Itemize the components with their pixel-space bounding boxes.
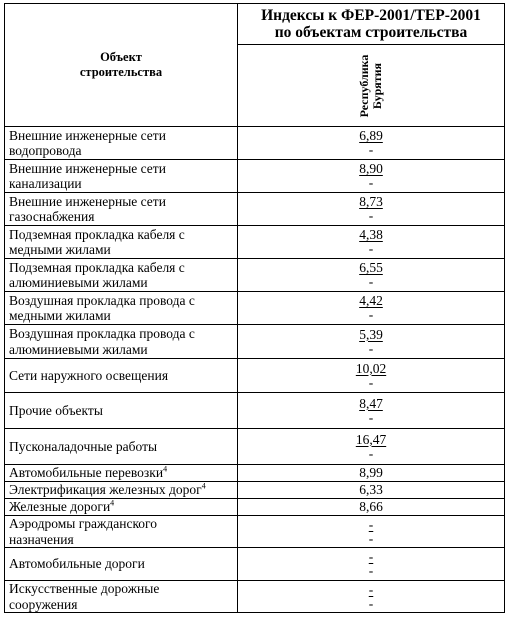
object-name-line2: назначения bbox=[9, 531, 74, 547]
index-value-secondary: - bbox=[368, 409, 374, 425]
object-name-text: Воздушная прокладка провода с bbox=[9, 326, 195, 341]
object-header bbox=[5, 4, 238, 127]
table-body bbox=[5, 127, 505, 613]
object-name-text: Электрификация железных дорог bbox=[9, 482, 202, 498]
index-value: - bbox=[368, 581, 374, 597]
region-line1: Республика bbox=[357, 54, 371, 117]
object-cell bbox=[5, 259, 238, 292]
object-name-text: Внешние инженерные сети bbox=[9, 193, 166, 209]
table-row bbox=[5, 482, 505, 499]
object-cell bbox=[5, 482, 238, 499]
table-row bbox=[5, 292, 505, 325]
indices-header bbox=[238, 4, 505, 45]
object-name-text: Внешние инженерные сети bbox=[9, 127, 166, 143]
object-cell bbox=[5, 325, 238, 359]
index-value: 16,47 bbox=[355, 431, 387, 447]
indices-header-line2: по объектам строительства bbox=[274, 24, 468, 41]
index-value-secondary: - bbox=[368, 530, 374, 546]
index-value-secondary: - bbox=[368, 340, 374, 356]
index-value-cell bbox=[238, 127, 505, 160]
index-value-cell bbox=[238, 499, 505, 516]
table-row bbox=[5, 429, 505, 465]
footnote-mark: 4 bbox=[201, 481, 206, 491]
index-value: 8,99 bbox=[359, 465, 383, 480]
object-name-text: Аэродромы гражданского bbox=[9, 516, 158, 531]
index-value-cell bbox=[238, 548, 505, 581]
footnote-mark: 4 bbox=[110, 498, 115, 508]
index-value-cell bbox=[238, 465, 505, 482]
index-value: 4,38 bbox=[359, 227, 383, 242]
index-value: 8,66 bbox=[359, 499, 383, 514]
index-value-cell bbox=[238, 516, 505, 548]
object-name-text: Воздушная прокладка провода с bbox=[9, 292, 195, 308]
index-value: - bbox=[368, 516, 374, 532]
index-value-secondary: - bbox=[368, 563, 374, 578]
object-cell bbox=[5, 581, 238, 613]
object-cell bbox=[5, 193, 238, 226]
index-value-cell bbox=[238, 193, 505, 226]
object-name-line1 bbox=[9, 326, 237, 342]
object-cell bbox=[5, 127, 238, 160]
object-name-text: Железные дороги bbox=[9, 499, 111, 515]
index-value-secondary: - bbox=[368, 274, 374, 289]
object-cell bbox=[5, 359, 238, 393]
index-value-secondary: - bbox=[368, 241, 374, 256]
table-row bbox=[5, 259, 505, 292]
index-value-secondary: - bbox=[368, 175, 374, 190]
index-value: 4,42 bbox=[359, 293, 383, 308]
object-name-text: Автомобильные дороги bbox=[9, 556, 145, 572]
object-name-line1 bbox=[9, 581, 237, 597]
object-name-line1 bbox=[9, 194, 237, 210]
table-row bbox=[5, 226, 505, 259]
object-cell bbox=[5, 499, 238, 516]
index-value-cell bbox=[238, 393, 505, 429]
table-row bbox=[5, 127, 505, 160]
object-name-line1 bbox=[9, 161, 237, 177]
index-value: 10,02 bbox=[355, 360, 387, 376]
table-row bbox=[5, 160, 505, 193]
object-name-line1 bbox=[9, 227, 237, 243]
table-row bbox=[5, 393, 505, 429]
object-cell bbox=[5, 160, 238, 193]
index-value-cell bbox=[238, 292, 505, 325]
table-row bbox=[5, 359, 505, 393]
object-header-line1: Объект bbox=[100, 50, 142, 64]
object-cell bbox=[5, 292, 238, 325]
index-value-cell bbox=[238, 226, 505, 259]
index-value-cell bbox=[238, 259, 505, 292]
header-row-title bbox=[5, 4, 505, 45]
object-name-line1 bbox=[9, 368, 237, 384]
index-value: 8,47 bbox=[359, 395, 383, 411]
region-line2: Бурятия bbox=[370, 62, 384, 109]
index-value-secondary: - bbox=[368, 445, 374, 461]
table-row bbox=[5, 581, 505, 613]
table-row bbox=[5, 548, 505, 581]
object-name-text: Прочие объекты bbox=[9, 402, 103, 418]
object-name-line1 bbox=[9, 482, 237, 498]
object-cell bbox=[5, 429, 238, 465]
object-name-text: Искусственные дорожные bbox=[9, 581, 160, 596]
footnote-mark: 4 bbox=[163, 464, 168, 474]
object-name-line1 bbox=[9, 293, 237, 309]
table-row bbox=[5, 465, 505, 482]
object-cell bbox=[5, 548, 238, 581]
object-name-line2: сооружения bbox=[9, 596, 78, 612]
indices-header-line1: Индексы к ФЕР-2001/ТЕР-2001 bbox=[261, 7, 481, 24]
index-value-cell bbox=[238, 160, 505, 193]
index-value-cell bbox=[238, 482, 505, 499]
index-value-cell bbox=[238, 325, 505, 359]
region-header-text bbox=[358, 54, 384, 117]
object-name-line1 bbox=[9, 465, 237, 481]
object-name-line2: канализации bbox=[9, 176, 82, 191]
index-value: - bbox=[368, 549, 374, 564]
object-header-line2: строительства bbox=[79, 65, 163, 79]
index-table bbox=[4, 3, 505, 613]
index-value-cell bbox=[238, 429, 505, 465]
index-value: 6,33 bbox=[359, 482, 383, 497]
object-name-line2: алюминиевыми жилами bbox=[9, 341, 148, 357]
table-row bbox=[5, 499, 505, 516]
object-cell bbox=[5, 393, 238, 429]
index-value: 6,55 bbox=[359, 260, 383, 275]
index-value-secondary: - bbox=[368, 595, 374, 611]
object-name-line1 bbox=[9, 128, 237, 144]
object-name-line1 bbox=[9, 403, 237, 419]
index-value: 5,39 bbox=[359, 326, 383, 342]
object-cell bbox=[5, 226, 238, 259]
object-name-line1 bbox=[9, 516, 237, 532]
object-name-text: Автомобильные перевозки bbox=[9, 465, 164, 481]
object-name-text: Сети наружного освещения bbox=[9, 367, 169, 383]
object-name-line1 bbox=[9, 439, 237, 455]
region-header bbox=[238, 45, 505, 127]
object-name-line2: газоснабжения bbox=[9, 209, 95, 224]
object-name-line2: медными жилами bbox=[9, 308, 111, 323]
index-value: 8,90 bbox=[359, 161, 383, 176]
object-name-text: Пусконаладочные работы bbox=[9, 438, 158, 454]
object-name-text: Подземная прокладка кабеля с bbox=[9, 226, 185, 242]
table-row bbox=[5, 516, 505, 548]
object-name-line2: алюминиевыми жилами bbox=[9, 275, 148, 290]
table-row bbox=[5, 325, 505, 359]
index-value-secondary: - bbox=[368, 307, 374, 322]
object-name-text: Подземная прокладка кабеля с bbox=[9, 259, 185, 275]
object-name-line1 bbox=[9, 260, 237, 276]
object-name-line2: медными жилами bbox=[9, 242, 111, 257]
object-name-line1 bbox=[9, 499, 237, 515]
object-cell bbox=[5, 465, 238, 482]
index-value: 6,89 bbox=[359, 128, 383, 143]
object-cell bbox=[5, 516, 238, 548]
index-value-cell bbox=[238, 581, 505, 613]
index-value-secondary: - bbox=[368, 208, 374, 223]
index-value: 8,73 bbox=[359, 194, 383, 209]
object-name-line2: водопровода bbox=[9, 143, 82, 158]
table-row bbox=[5, 193, 505, 226]
object-name-text: Внешние инженерные сети bbox=[9, 160, 166, 176]
index-value-secondary: - bbox=[368, 374, 374, 390]
index-value-cell bbox=[238, 359, 505, 393]
index-value-secondary: - bbox=[368, 142, 374, 157]
object-name-line1 bbox=[9, 556, 237, 572]
